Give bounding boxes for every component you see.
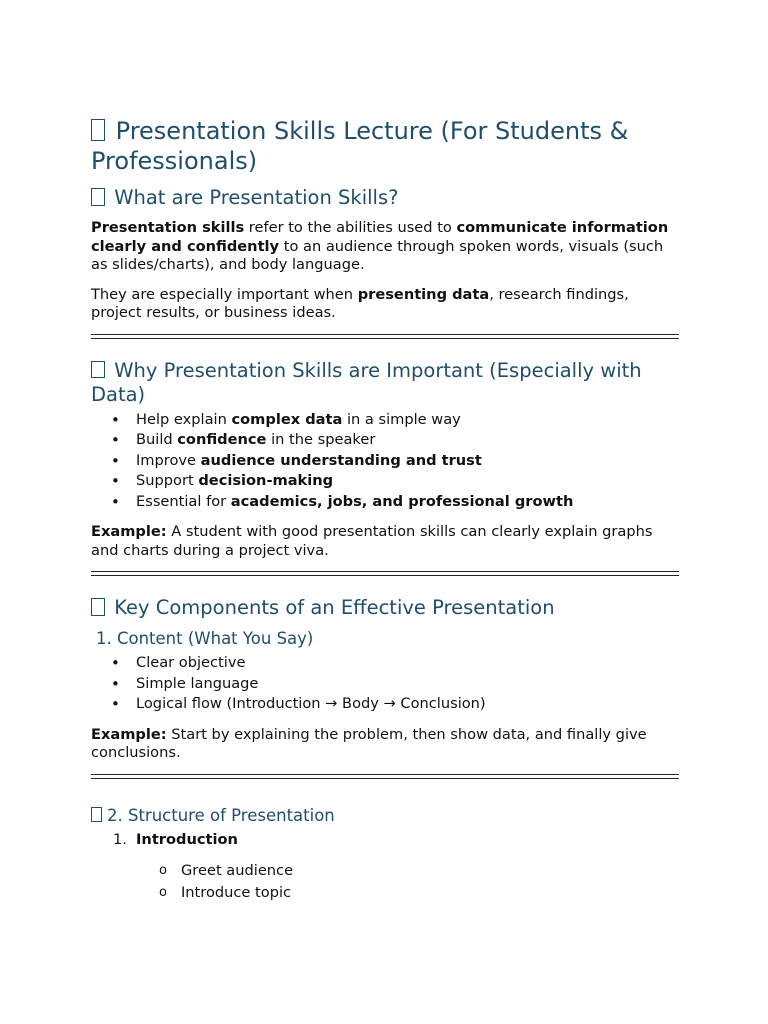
section-heading-text: Key Components of an Effective Presentation [114,596,555,619]
list-item [91,430,679,451]
list-item [91,471,679,492]
example-paragraph [91,523,679,560]
text: Build [136,431,178,448]
text: in a simple way [342,410,461,428]
bold-text: presenting data [357,285,490,303]
bold-text: Introduction [136,830,238,848]
ordered-list-item [91,830,679,850]
text: A student with good presentation skills can clearly explain graphs and charts during a project viva. [91,523,653,559]
bold-text: confidence [177,431,267,448]
missing-glyph-icon [91,807,102,822]
horizontal-rule [91,334,679,339]
text: Support [136,472,199,489]
content-list [91,653,679,715]
sub-list-item [91,882,679,904]
horizontal-rule [91,774,679,779]
text: Start by explaining the problem, then show data, and finally give conclusions. [91,725,647,761]
text: in the speaker [266,431,376,448]
section-heading-text: What are Presentation Skills? [114,186,399,209]
definition-paragraph [91,219,679,275]
text: , research findings, project results, or business ideas. [91,285,629,321]
horizontal-rule [91,571,679,576]
bold-text: communicate information clearly and confidently [91,219,669,255]
section-heading-why [91,359,679,407]
list-item: • Simple language [91,674,679,695]
bold-text: academics, jobs, and professional growth [230,492,574,510]
text: Help explain [136,410,232,428]
subheading-structure [91,805,679,827]
subheading-text: 2. Structure of Presentation [107,805,335,825]
section-heading-text: Why Presentation Skills are Important (Especially with Data) [91,358,642,406]
importance-list [91,410,679,513]
document-content [91,116,679,904]
page-title [91,116,679,176]
missing-glyph-icon [91,598,105,616]
list-number: 1. [113,830,127,848]
page-title-text: Presentation Skills Lecture (For Students & Professionals) [91,117,629,175]
missing-glyph-icon [91,361,105,379]
section-heading-components [91,596,679,620]
example-paragraph [91,726,679,763]
example-label: Example: [91,523,167,540]
bold-text: Presentation skills [91,219,245,236]
list-item: • Logical flow (Introduction → Body → Conclusion) [91,694,679,715]
example-label: Example: [91,725,167,743]
text: Greet audience [181,861,294,879]
text: Improve [136,451,201,469]
list-item: • Clear objective [91,653,679,674]
text: to an audience through spoken words, visuals (such as slides/charts), and body language. [91,237,664,273]
sub-list [91,860,679,904]
bold-text: complex data [231,410,343,428]
circle-bullet: o [159,884,167,900]
missing-glyph-icon [91,119,105,141]
missing-glyph-icon [91,188,105,206]
subheading-content: 1. Content (What You Say) [96,629,314,648]
list-item [91,451,679,472]
text: Essential for [136,492,231,510]
circle-bullet: o [159,862,167,878]
sub-list-item [91,860,679,882]
text: refer to the abilities used to [244,219,457,236]
bold-text: decision-making [198,472,334,489]
list-item [91,410,679,431]
list-item [91,492,679,513]
text: Introduce topic [181,883,292,901]
importance-paragraph [91,286,679,323]
section-heading-what [91,186,679,210]
bold-text: audience understanding and trust [200,451,482,469]
text: They are especially important when [91,285,358,303]
